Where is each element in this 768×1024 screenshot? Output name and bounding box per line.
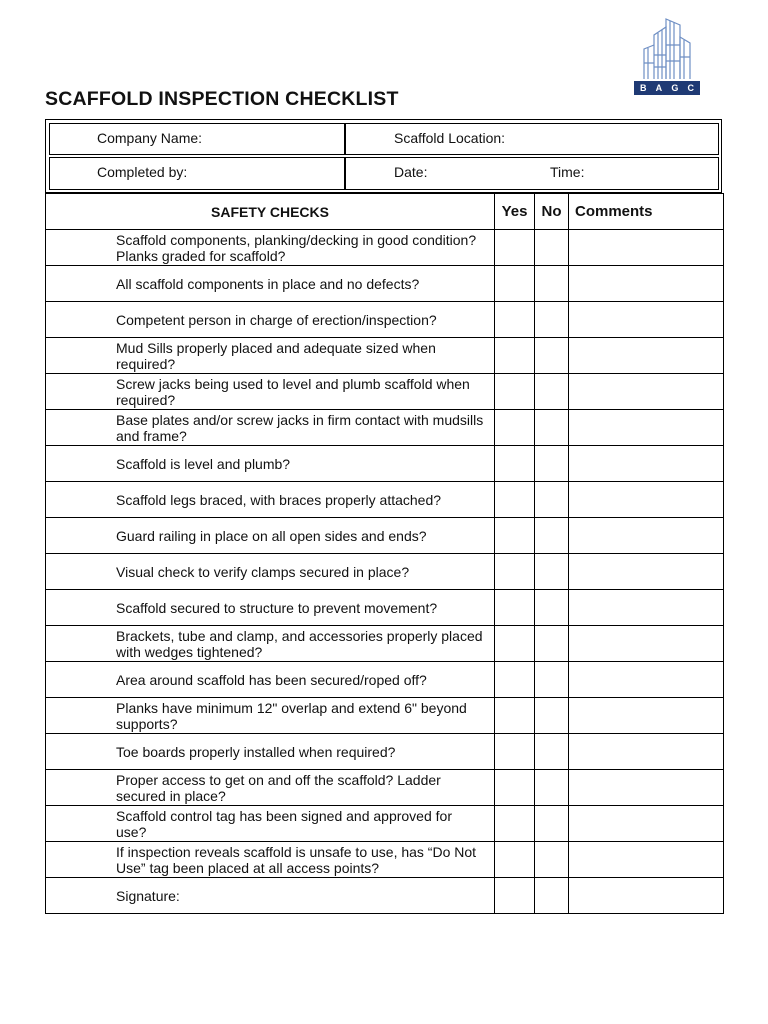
comments-cell[interactable] [569,302,724,338]
table-row [46,446,724,482]
building-logo-icon [632,15,702,81]
no-cell[interactable] [535,662,569,698]
scaffold-location-label: Scaffold Location: [394,130,506,146]
table-row [46,878,724,914]
check-item-text: If inspection reveals scaffold is unsafe to use, has “Do Not Use” tag been placed at all access points? [46,842,495,878]
table-row [46,842,724,878]
table-row [46,230,724,266]
check-item-text: Mud Sills properly placed and adequate sized when required? [46,338,495,374]
comments-cell[interactable] [569,410,724,446]
logo-letter: B [640,83,647,93]
table-row [46,302,724,338]
comments-cell[interactable] [569,554,724,590]
no-cell[interactable] [535,518,569,554]
logo-band [634,81,700,95]
yes-cell[interactable] [495,266,535,302]
comments-cell[interactable] [569,374,724,410]
no-cell[interactable] [535,590,569,626]
header-info-box [45,119,722,193]
no-cell[interactable] [535,554,569,590]
table-row [46,482,724,518]
comments-cell[interactable] [569,590,724,626]
check-item-text: Scaffold legs braced, with braces properly attached? [46,482,495,518]
yes-cell[interactable] [495,878,535,914]
date-time-field[interactable] [345,157,719,190]
logo-letter: G [671,83,679,93]
comments-cell[interactable] [569,878,724,914]
check-item-text: All scaffold components in place and no defects? [46,266,495,302]
table-row [46,518,724,554]
safety-checks-header: SAFETY CHECKS [46,194,495,230]
no-cell[interactable] [535,446,569,482]
table-row [46,626,724,662]
no-cell[interactable] [535,878,569,914]
comments-header: Comments [569,194,724,230]
comments-cell[interactable] [569,626,724,662]
table-row [46,410,724,446]
yes-cell[interactable] [495,410,535,446]
completed-by-field[interactable] [49,157,345,190]
check-item-text: Base plates and/or screw jacks in firm contact with mudsills and frame? [46,410,495,446]
company-name-field[interactable] [49,123,345,155]
company-logo [632,15,702,97]
no-cell[interactable] [535,734,569,770]
comments-cell[interactable] [569,842,724,878]
yes-cell[interactable] [495,446,535,482]
no-cell[interactable] [535,626,569,662]
check-item-text: Area around scaffold has been secured/roped off? [46,662,495,698]
yes-cell[interactable] [495,698,535,734]
check-item-text: Planks have minimum 12" overlap and extend 6" beyond supports? [46,698,495,734]
no-cell[interactable] [535,302,569,338]
yes-cell[interactable] [495,338,535,374]
check-item-text: Scaffold secured to structure to prevent movement? [46,590,495,626]
check-item-text: Scaffold control tag has been signed and approved for use? [46,806,495,842]
yes-cell[interactable] [495,230,535,266]
table-row [46,590,724,626]
no-cell[interactable] [535,230,569,266]
yes-header: Yes [495,194,535,230]
no-cell[interactable] [535,806,569,842]
no-header: No [535,194,569,230]
table-row [46,374,724,410]
table-header-row [46,194,724,230]
date-label: Date: [394,164,428,180]
no-cell[interactable] [535,698,569,734]
yes-cell[interactable] [495,806,535,842]
logo-letter: C [687,83,694,93]
yes-cell[interactable] [495,734,535,770]
company-name-label: Company Name: [97,130,203,146]
table-row [46,698,724,734]
scaffold-location-field[interactable] [345,123,719,155]
yes-cell[interactable] [495,770,535,806]
check-item-text: Scaffold components, planking/decking in good condition? Planks graded for scaffold? [46,230,495,266]
check-item-text: Guard railing in place on all open sides and ends? [46,518,495,554]
table-row [46,806,724,842]
check-item-text: Scaffold is level and plumb? [46,446,495,482]
table-row [46,734,724,770]
no-cell[interactable] [535,374,569,410]
comments-cell[interactable] [569,770,724,806]
comments-cell[interactable] [569,338,724,374]
comments-cell[interactable] [569,230,724,266]
table-row [46,554,724,590]
yes-cell[interactable] [495,590,535,626]
comments-cell[interactable] [569,698,724,734]
page-title: SCAFFOLD INSPECTION CHECKLIST [45,88,399,110]
comments-cell[interactable] [569,266,724,302]
check-item-text: Screw jacks being used to level and plumb scaffold when required? [46,374,495,410]
check-item-text: Visual check to verify clamps secured in place? [46,554,495,590]
yes-cell[interactable] [495,554,535,590]
time-label: Time: [550,164,585,180]
no-cell[interactable] [535,842,569,878]
no-cell[interactable] [535,338,569,374]
yes-cell[interactable] [495,626,535,662]
comments-cell[interactable] [569,518,724,554]
check-item-text: Competent person in charge of erection/inspection? [46,302,495,338]
check-item-text: Signature: [46,878,495,914]
table-row [46,662,724,698]
yes-cell[interactable] [495,518,535,554]
no-cell[interactable] [535,266,569,302]
safety-checks-table [45,193,724,914]
logo-letter: A [655,83,663,93]
yes-cell[interactable] [495,482,535,518]
yes-cell[interactable] [495,842,535,878]
check-item-text: Brackets, tube and clamp, and accessories properly placed with wedges tightened? [46,626,495,662]
no-cell[interactable] [535,482,569,518]
check-item-text: Toe boards properly installed when required? [46,734,495,770]
comments-cell[interactable] [569,482,724,518]
no-cell[interactable] [535,770,569,806]
yes-cell[interactable] [495,302,535,338]
comments-cell[interactable] [569,662,724,698]
table-row [46,770,724,806]
table-row [46,266,724,302]
table-row [46,338,724,374]
yes-cell[interactable] [495,374,535,410]
comments-cell[interactable] [569,734,724,770]
yes-cell[interactable] [495,662,535,698]
comments-cell[interactable] [569,806,724,842]
comments-cell[interactable] [569,446,724,482]
check-item-text: Proper access to get on and off the scaffold? Ladder secured in place? [46,770,495,806]
completed-by-label: Completed by: [97,164,188,180]
no-cell[interactable] [535,410,569,446]
